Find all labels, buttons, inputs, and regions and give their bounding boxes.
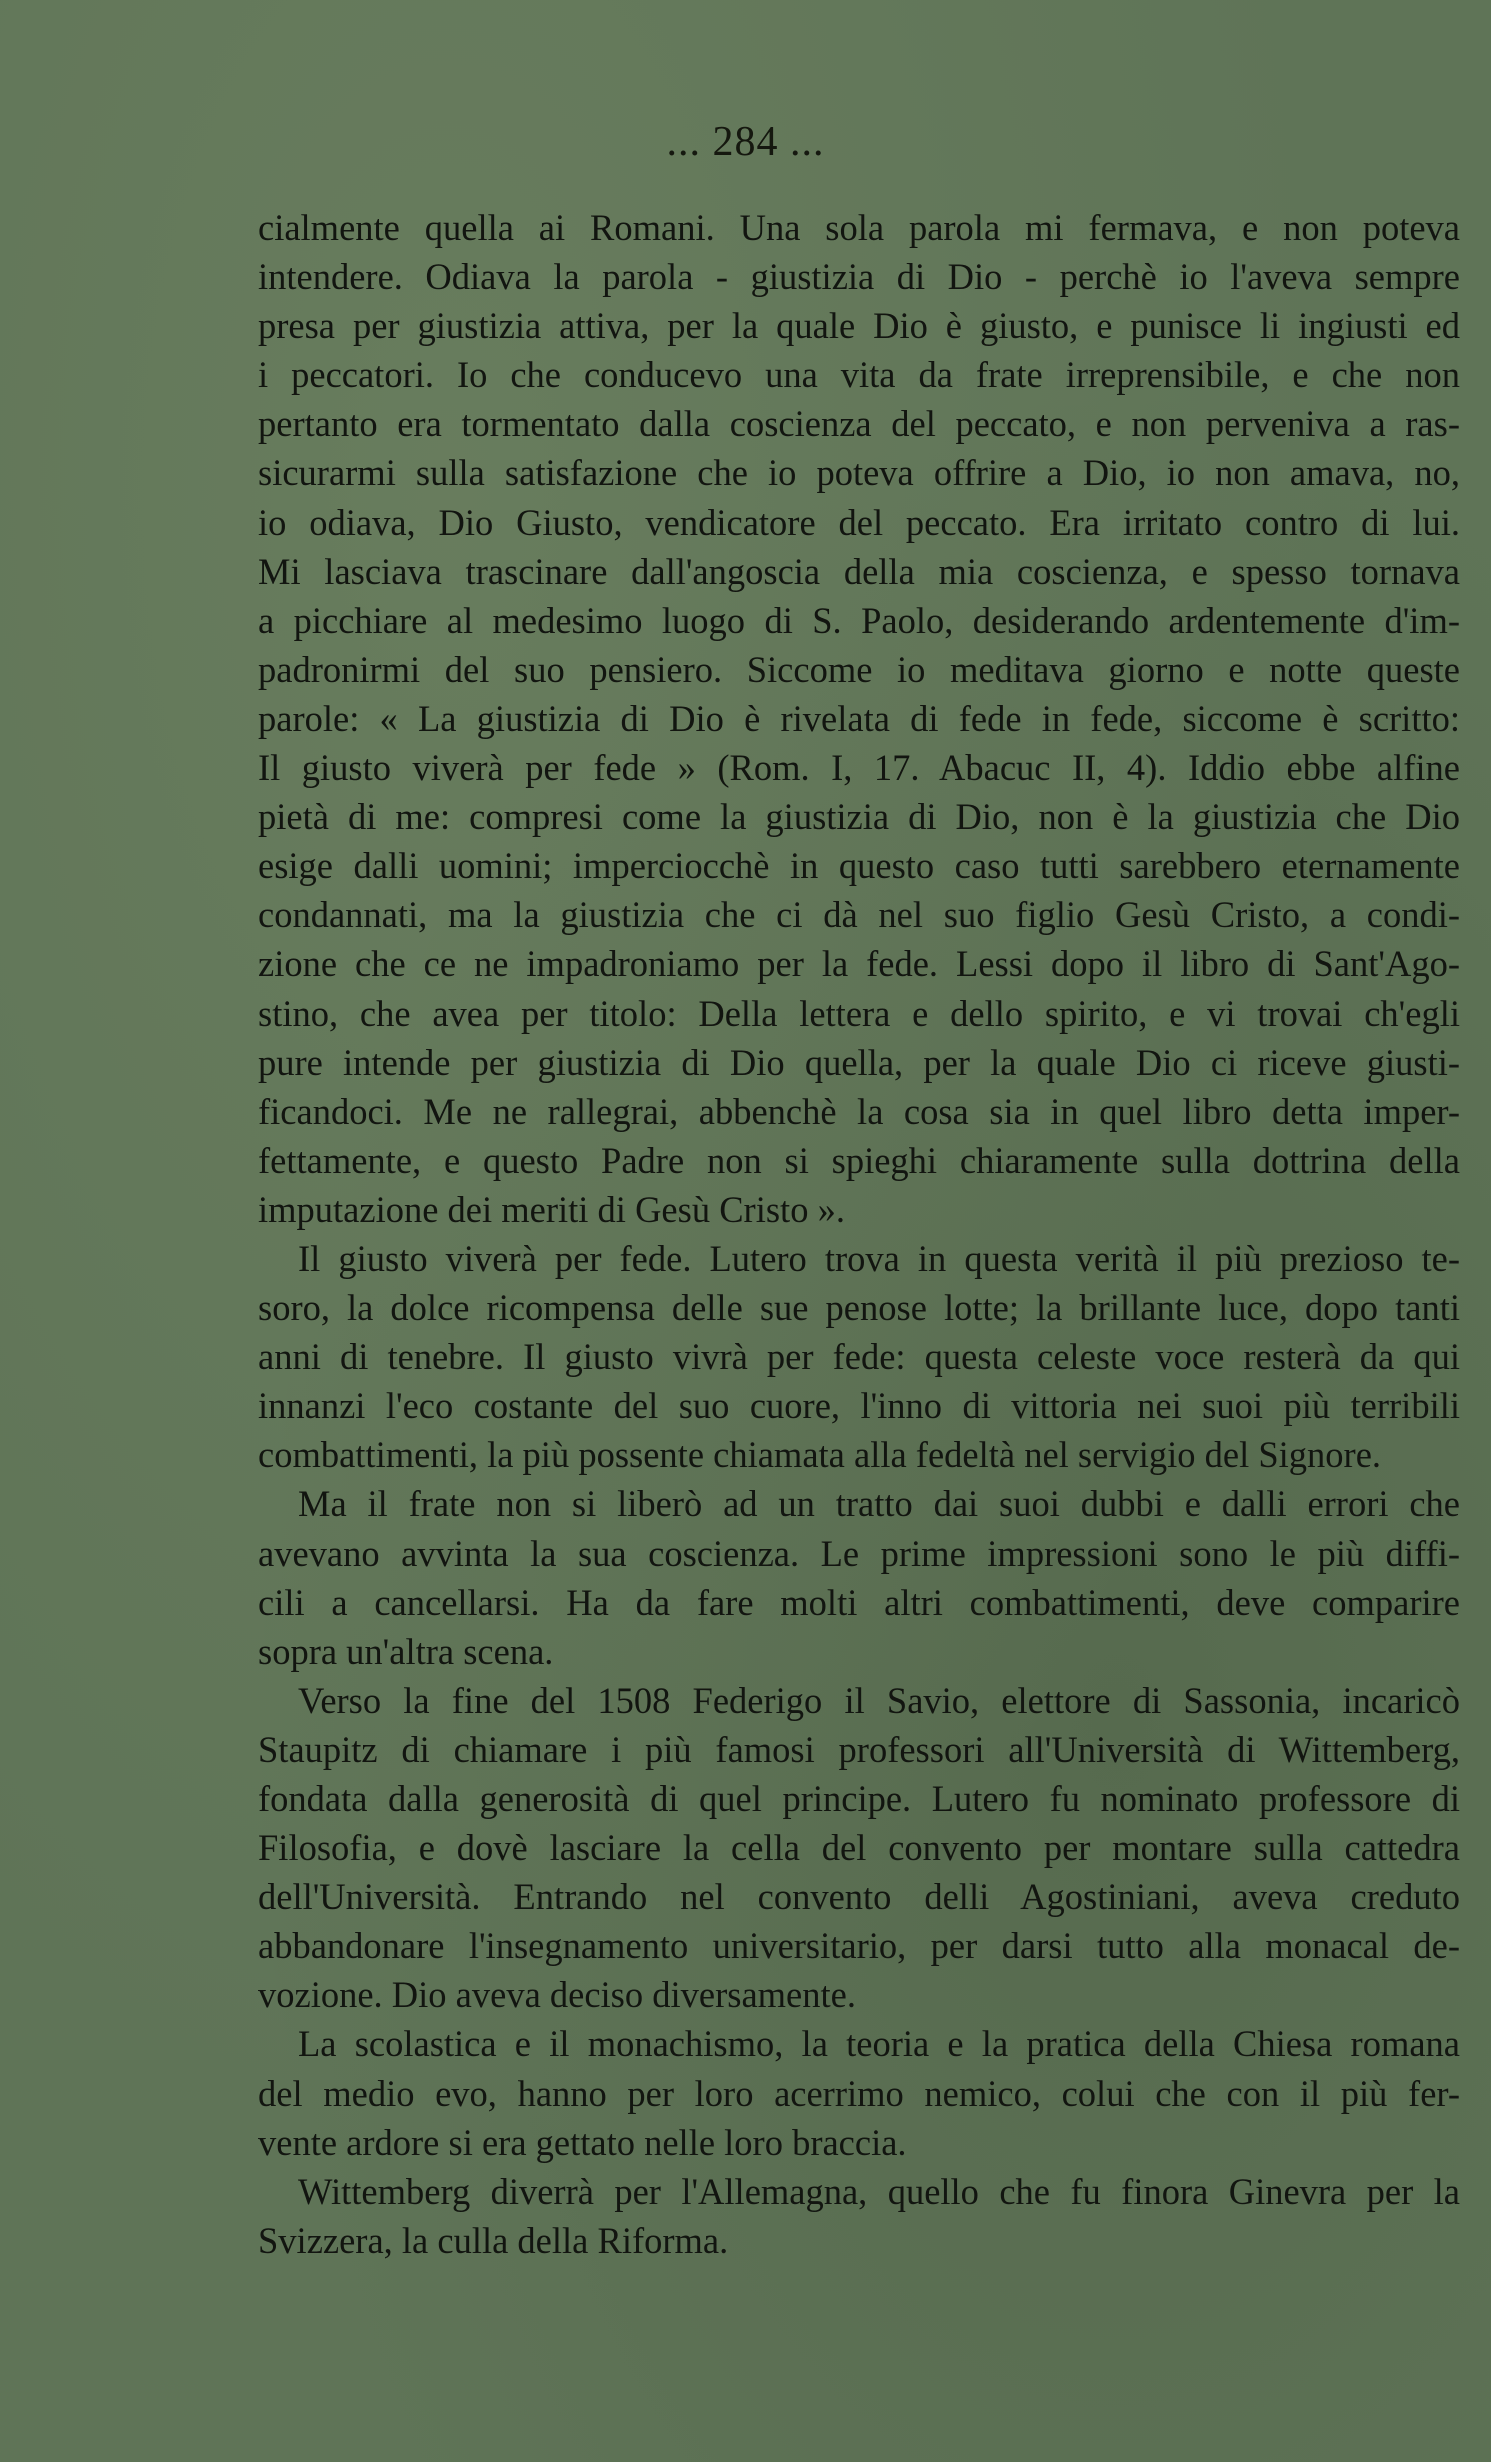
text-line: La scolastica e il monachismo, la teoria e la pratica della Chiesa romana bbox=[298, 2023, 1460, 2065]
text-line: i peccatori. Io che conducevo una vita da frate irreprensibile, e che non bbox=[258, 354, 1460, 396]
text-line: intendere. Odiava la parola - giustizia di Dio - perchè io l'aveva sempre bbox=[258, 256, 1460, 298]
text-line: padronirmi del suo pensiero. Siccome io meditava giorno e notte queste bbox=[258, 648, 1460, 690]
text-line: cialmente quella ai Romani. Una sola parola mi fermava, e non poteva bbox=[258, 207, 1460, 248]
text-line: cili a cancellarsi. Ha da fare molti altri combattimenti, deve comparire bbox=[258, 1581, 1460, 1623]
text-line: ficandoci. Me ne rallegrai, abbenchè la cosa sia in quel libro detta imper- bbox=[258, 1090, 1460, 1132]
text-line: esige dalli uomini; imperciocchè in questo caso tutti sarebbero eternamente bbox=[258, 845, 1460, 887]
text-line: vozione. Dio aveva deciso diversamente. bbox=[258, 1974, 856, 2016]
text-line: stino, che avea per titolo: Della lettera e dello spirito, e vi trovai ch'egli bbox=[258, 992, 1460, 1034]
text-line: pure intende per giustizia di Dio quella, per la quale Dio ci riceve giusti- bbox=[258, 1041, 1460, 1083]
text-line: Il giusto viverà per fede » (Rom. I, 17. Abacuc II, 4). Iddio ebbe alfine bbox=[258, 747, 1460, 789]
body-text bbox=[258, 203, 1460, 2265]
text-line: soro, la dolce ricompensa delle sue penose lotte; la brillante luce, dopo tanti bbox=[258, 1287, 1460, 1329]
text-line: Il giusto viverà per fede. Lutero trova in questa verità il più prezioso te- bbox=[298, 1237, 1460, 1279]
text-line: fettamente, e questo Padre non si spieghi chiaramente sulla dottrina della bbox=[258, 1139, 1460, 1181]
text-line: dell'Università. Entrando nel convento delli Agostiniani, aveva creduto bbox=[258, 1876, 1460, 1918]
page-number-header: ... 284 ... bbox=[666, 119, 825, 165]
text-line: abbandonare l'insegnamento universitario, per darsi tutto alla monacal de- bbox=[258, 1925, 1460, 1967]
text-line: pertanto era tormentato dalla coscienza del peccato, e non perveniva a ras- bbox=[258, 403, 1460, 445]
text-line: imputazione dei meriti di Gesù Cristo ». bbox=[258, 1188, 845, 1230]
text-line: combattimenti, la più possente chiamata alla fedeltà nel servigio del Signore. bbox=[258, 1434, 1382, 1476]
text-line: a picchiare al medesimo luogo di S. Paolo, desiderando ardentemente d'im- bbox=[258, 599, 1460, 641]
text-line: io odiava, Dio Giusto, vendicatore del peccato. Era irritato contro di lui. bbox=[258, 501, 1460, 543]
text-line: anni di tenebre. Il giusto vivrà per fede: questa celeste voce resterà da qui bbox=[258, 1336, 1460, 1378]
text-line: zione che ce ne impadroniamo per la fede. Lessi dopo il libro di Sant'Ago- bbox=[258, 943, 1460, 985]
text-line: sopra un'altra scena. bbox=[258, 1630, 554, 1672]
text-line: Mi lasciava trascinare dall'angoscia della mia coscienza, e spesso tornava bbox=[258, 550, 1460, 592]
text-line: presa per giustizia attiva, per la quale Dio è giusto, e punisce li ingiusti ed bbox=[258, 305, 1460, 347]
text-line: vente ardore si era gettato nelle loro braccia. bbox=[258, 2121, 907, 2163]
text-line: parole: « La giustizia di Dio è rivelata di fede in fede, siccome è scritto: bbox=[258, 697, 1460, 739]
text-line: del medio evo, hanno per loro acerrimo nemico, colui che con il più fer- bbox=[258, 2072, 1460, 2114]
text-line: sicurarmi sulla satisfazione che io poteva offrire a Dio, io non amava, no, bbox=[258, 452, 1460, 494]
text-line: Wittemberg diverrà per l'Allemagna, quello che fu finora Ginevra per la bbox=[298, 2170, 1460, 2212]
text-line: Staupitz di chiamare i più famosi professori all'Università di Wittemberg, bbox=[258, 1728, 1460, 1770]
text-line: fondata dalla generosità di quel principe. Lutero fu nominato professore di bbox=[258, 1778, 1460, 1819]
text-line: pietà di me: compresi come la giustizia di Dio, non è la giustizia che Dio bbox=[258, 796, 1460, 838]
text-line: condannati, ma la giustizia che ci dà nel suo figlio Gesù Cristo, a condi- bbox=[258, 894, 1460, 936]
text-line: avevano avvinta la sua coscienza. Le prime impressioni sono le più diffi- bbox=[258, 1532, 1460, 1574]
text-line: Svizzera, la culla della Riforma. bbox=[258, 2219, 729, 2261]
text-line: innanzi l'eco costante del suo cuore, l'inno di vittoria nei suoi più terribili bbox=[258, 1385, 1460, 1427]
text-line: Filosofia, e dovè lasciare la cella del convento per montare sulla cattedra bbox=[258, 1827, 1460, 1869]
text-line: Ma il frate non si liberò ad un tratto dai suoi dubbi e dalli errori che bbox=[298, 1483, 1460, 1525]
text-line: Verso la fine del 1508 Federigo il Savio, elettore di Sassonia, incaricò bbox=[298, 1679, 1460, 1721]
